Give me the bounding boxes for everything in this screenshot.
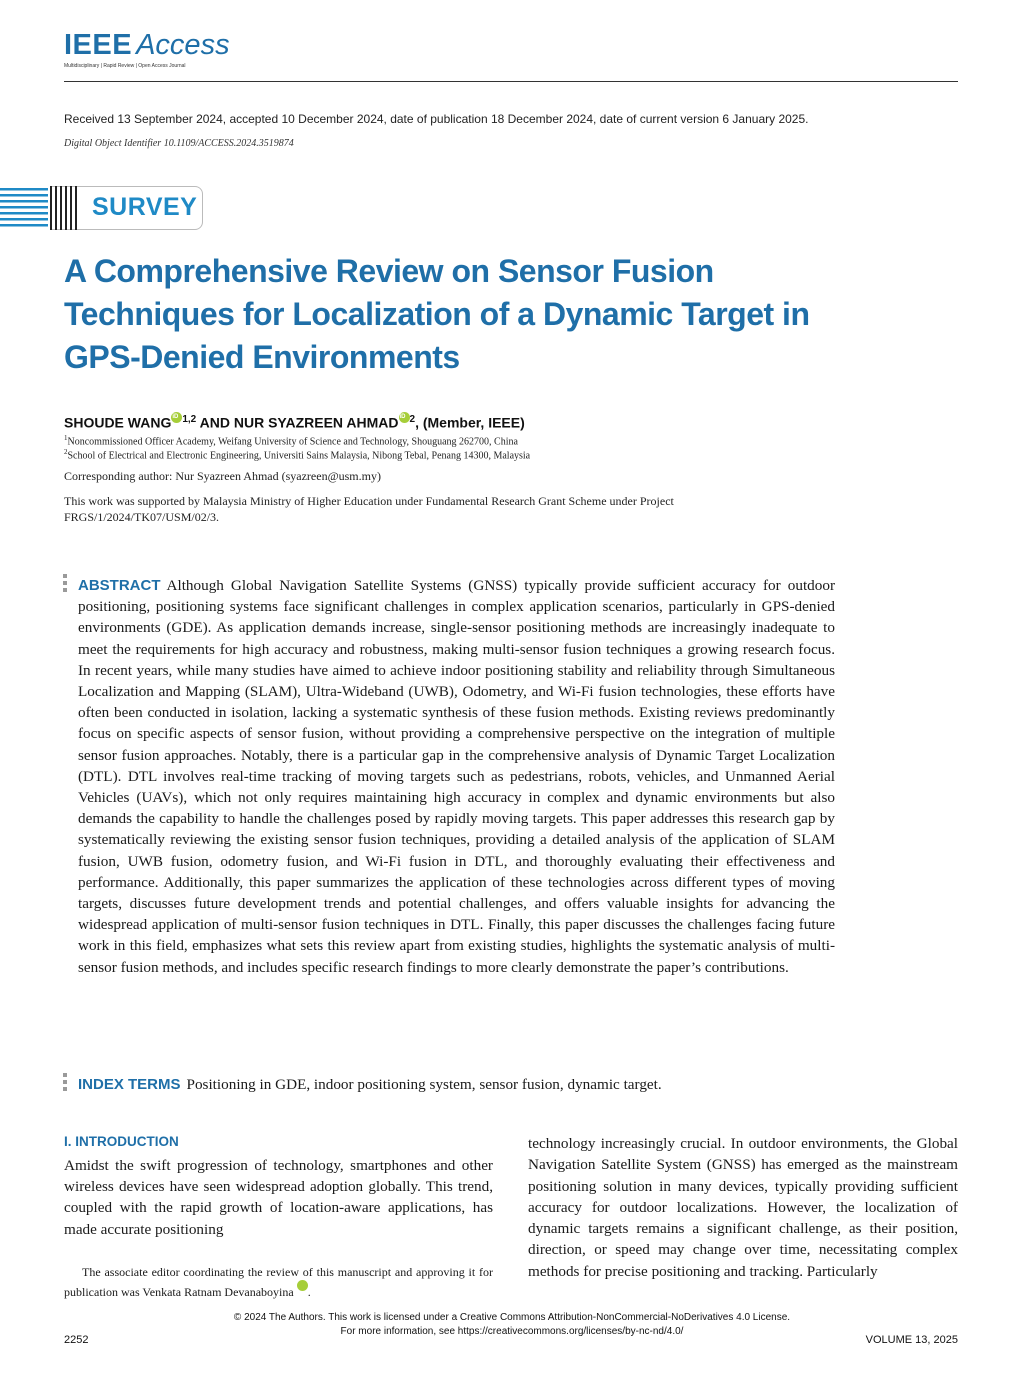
logo-access: Access bbox=[136, 29, 230, 61]
author-2: NUR SYAZREEN AHMAD bbox=[233, 414, 399, 431]
orcid-icon[interactable] bbox=[399, 412, 410, 423]
abstract bbox=[78, 575, 835, 978]
funding-note: This work was supported by Malaysia Ministry of Higher Education under Fundamental Research Grant Scheme under Project FRGS/1/2024/TK07/USM/02/3. bbox=[64, 494, 674, 524]
journal-logo bbox=[64, 30, 230, 60]
index-terms-marker-icon bbox=[63, 1073, 67, 1097]
abstract-label: ABSTRACT bbox=[78, 577, 161, 594]
license-line-2[interactable]: For more information, see https://creativecommons.org/licenses/by-nc-nd/4.0/ bbox=[340, 1326, 684, 1337]
license-line-1: © 2024 The Authors. This work is licensed under a Creative Commons Attribution-NonCommercial-NoDerivatives 4.0 License. bbox=[233, 1312, 791, 1323]
logo-tagline: Multidisciplinary | Rapid Review | Open Access Journal bbox=[64, 63, 186, 69]
member-status: , (Member, IEEE) bbox=[415, 414, 525, 431]
paper-title: A Comprehensive Review on Sensor Fusion Techniques for Localization of a Dynamic Target in GPS-Denied Environments bbox=[64, 253, 810, 375]
affiliation-1 bbox=[64, 434, 518, 447]
logo-ieee: IEEE bbox=[64, 29, 133, 61]
intro-left-column: Amidst the swift progression of technology, smartphones and other wireless devices have seen widespread adoption globally. This trend, coupled with the rapid growth of location-aware applications, has made accurate positioning bbox=[64, 1157, 493, 1238]
editor-footnote bbox=[64, 1262, 493, 1302]
affiliation-2-text: School of Electrical and Electronic Engineering, Universiti Sains Malaysia, Nibong Tebal, Penang 14300, Malaysia bbox=[67, 450, 531, 462]
orcid-icon[interactable] bbox=[171, 412, 182, 423]
abstract-text: Although Global Navigation Satellite Systems (GNSS) typically provide sufficient accuracy for outdoor positioning, positioning systems face significant challenges in complex application scenarios, particularly in GPS-denied environments (GDE). As application demands increase, single-sensor positioning methods are increasingly inadequate to meet the requirements for high accuracy and robustness, making multi-sensor fusion techniques a growing research focus. In recent years, while many studies have aimed to achieve indoor positioning stability and reliability through Simultaneous Localization and Mapping (SLAM), Ultra-Wideband (UWB), Odometry, and Wi-Fi fusion technologies, these efforts have often been conducted in isolation, lacking a systematic synthesis of these fusion methods. Existing reviews predominantly focus on specific aspects of sensor fusion, without providing a comprehensive perspective on the integration of multiple sensor fusion approaches. Notably, there is a particular gap in the comprehensive analysis of Dynamic Target Localization (DTL). DTL involves real-time tracking of moving targets such as pedestrians, robots, vehicles, and Unmanned Aerial Vehicles (UAVs), which not only requires maintaining high accuracy in complex and dynamic environments but also demands the capability to handle the challenges posed by rapidly moving targets. This paper addresses this research gap by systematically reviewing the existing sensor fusion techniques, providing a detailed analysis of the application of SLAM fusion, UWB fusion, odometry fusion, and Wi-Fi fusion in DTL, and thoroughly evaluating their effectiveness and performance. Additionally, this paper summarizes the application of these technologies across different types of moving targets, discusses future development trends and potential challenges, and offers valuable insights for advancing the widespread application of multi-sensor fusion techniques in DTL. Finally, this paper discusses the challenges facing future work in this field, emphasizes what sets this review apart from existing studies, highlights the systematic analysis of multi-sensor fusion methods, and includes specific research findings to more clearly demonstrate the paper’s contributions. bbox=[78, 577, 835, 976]
orcid-icon[interactable] bbox=[297, 1280, 308, 1291]
abstract-marker-icon bbox=[63, 574, 67, 598]
survey-stripes-icon bbox=[0, 186, 82, 230]
author-and: AND bbox=[196, 414, 234, 431]
affiliation-2 bbox=[64, 448, 530, 461]
page-number: 2252 bbox=[64, 1334, 89, 1346]
affiliation-1-text: Noncommissioned Officer Academy, Weifang University of Science and Technology, Shouguang 262700, China bbox=[67, 436, 518, 448]
author-1-affil: 1,2 bbox=[182, 414, 197, 425]
intro-right-column: technology increasingly crucial. In outdoor environments, the Global Navigation Satellite System (GNSS) has emerged as the mainstream positioning solution in many devices, typically providing sufficient accuracy for outdoor localizations. However, the localization of dynamic targets remains a significant challenge, as their position, direction, or speed may change over time, necessitating complex methods for precise positioning and tracking. Particularly bbox=[528, 1135, 958, 1280]
header-divider bbox=[64, 81, 958, 82]
category-label: SURVEY bbox=[92, 193, 198, 221]
author-2-affil: 2 bbox=[409, 414, 416, 425]
author-1: SHOUDE WANG bbox=[64, 414, 172, 431]
index-terms-text: Positioning in GDE, indoor positioning system, sensor fusion, dynamic target. bbox=[186, 1076, 662, 1093]
author-line bbox=[64, 414, 525, 431]
affiliation-2-number: 2 bbox=[64, 448, 68, 456]
doi: Digital Object Identifier 10.1109/ACCESS.2024.3519874 bbox=[64, 138, 294, 149]
affiliation-1-number: 1 bbox=[64, 434, 68, 442]
index-terms-label: INDEX TERMS bbox=[78, 1076, 181, 1093]
volume-info: VOLUME 13, 2025 bbox=[865, 1334, 958, 1346]
section-heading-introduction: I. INTRODUCTION bbox=[64, 1134, 179, 1149]
index-terms bbox=[78, 1074, 835, 1095]
footnote-text: The associate editor coordinating the review of this manuscript and approving it for publication was Venkata Ratnam Devanaboyina bbox=[64, 1265, 493, 1299]
received-dates: Received 13 September 2024, accepted 10 December 2024, date of publication 18 December 2024, date of current version 6 January 2025. bbox=[64, 112, 809, 126]
corresponding-author: Corresponding author: Nur Syazreen Ahmad (syazreen@usm.my) bbox=[64, 469, 381, 483]
